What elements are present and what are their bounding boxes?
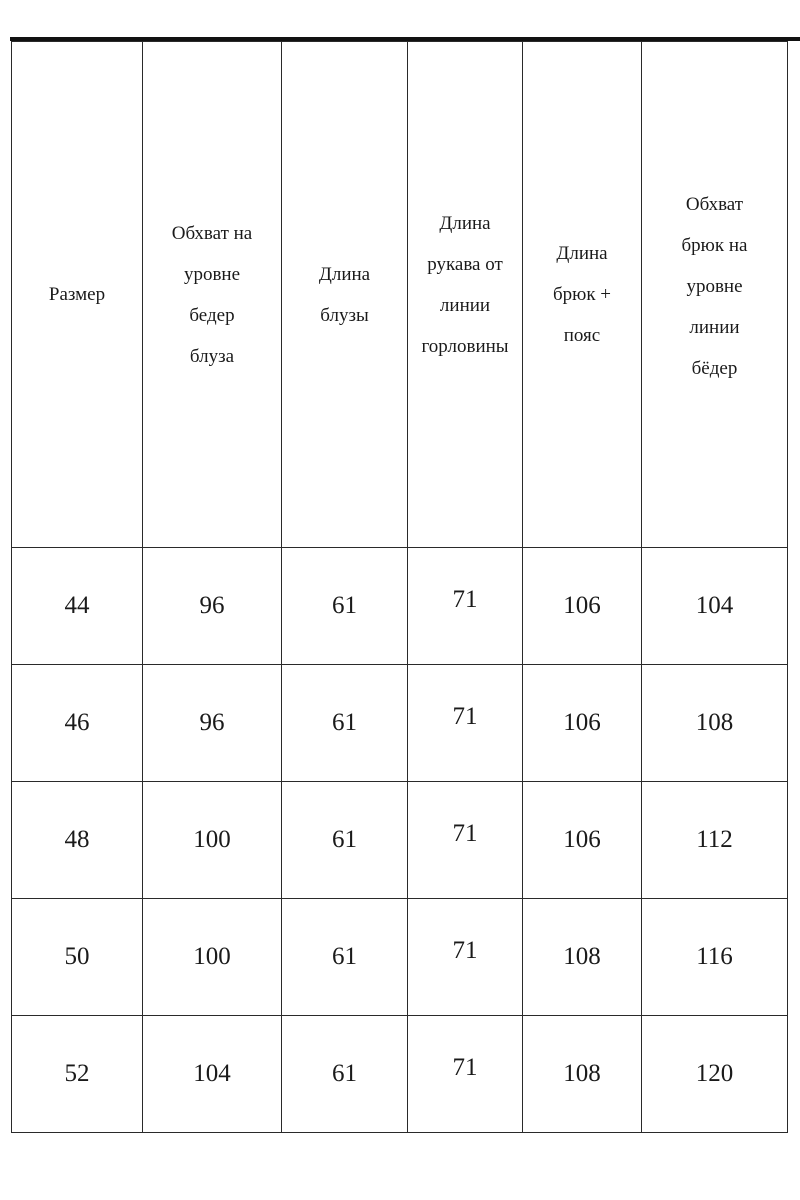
header-pants-length — [523, 42, 642, 548]
cell-blouse-length: 61 — [282, 548, 408, 665]
header-blouse-length — [282, 42, 408, 548]
header-size — [12, 42, 143, 548]
cell-size: 46 — [12, 665, 143, 782]
table-row — [12, 1016, 788, 1133]
cell-size: 50 — [12, 899, 143, 1016]
table-row — [12, 899, 788, 1016]
cell-sleeve-length — [408, 1016, 523, 1133]
size-chart-table — [11, 41, 788, 1133]
cell-sleeve-length — [408, 899, 523, 1016]
header-blouse-hip — [143, 42, 282, 548]
header-pants-hip — [642, 42, 788, 548]
cell-blouse-length: 61 — [282, 1016, 408, 1133]
cell-blouse-hip: 96 — [143, 548, 282, 665]
cell-blouse-length: 61 — [282, 782, 408, 899]
cell-pants-length: 108 — [523, 899, 642, 1016]
cell-size: 44 — [12, 548, 143, 665]
cell-sleeve-value: 71 — [452, 703, 478, 730]
cell-pants-length: 106 — [523, 665, 642, 782]
cell-sleeve-value: 71 — [452, 937, 478, 964]
cell-blouse-length: 61 — [282, 665, 408, 782]
table-row — [12, 782, 788, 899]
cell-pants-length: 106 — [523, 782, 642, 899]
header-size-label: Размер — [48, 284, 106, 305]
cell-sleeve-value: 71 — [452, 586, 478, 613]
cell-sleeve-length — [408, 548, 523, 665]
table-row — [12, 665, 788, 782]
cell-pants-hip: 108 — [642, 665, 788, 782]
cell-pants-hip: 120 — [642, 1016, 788, 1133]
table-row — [12, 548, 788, 665]
cell-sleeve-value: 71 — [452, 1054, 478, 1081]
cell-pants-hip: 112 — [642, 782, 788, 899]
cell-blouse-hip: 100 — [143, 782, 282, 899]
cell-sleeve-length — [408, 782, 523, 899]
header-pants-hip-label: Обхват брюк на уровне линии бёдер — [681, 194, 748, 379]
cell-pants-length: 106 — [523, 548, 642, 665]
cell-sleeve-length — [408, 665, 523, 782]
header-blouse-hip-label: Обхват на уровне бедер блуза — [171, 222, 253, 367]
header-sleeve-length — [408, 42, 523, 548]
table-header-row — [12, 42, 788, 548]
cell-size: 48 — [12, 782, 143, 899]
cell-blouse-length: 61 — [282, 899, 408, 1016]
cell-pants-hip: 104 — [642, 548, 788, 665]
header-blouse-length-label: Длина блузы — [318, 263, 371, 326]
cell-pants-length: 108 — [523, 1016, 642, 1133]
cell-blouse-hip: 96 — [143, 665, 282, 782]
header-pants-length-label: Длина брюк + пояс — [552, 243, 612, 346]
cell-sleeve-value: 71 — [452, 820, 478, 847]
cell-blouse-hip: 100 — [143, 899, 282, 1016]
cell-pants-hip: 116 — [642, 899, 788, 1016]
cell-size: 52 — [12, 1016, 143, 1133]
cell-blouse-hip: 104 — [143, 1016, 282, 1133]
header-sleeve-length-label: Длина рукава от линии горловины — [421, 212, 509, 357]
